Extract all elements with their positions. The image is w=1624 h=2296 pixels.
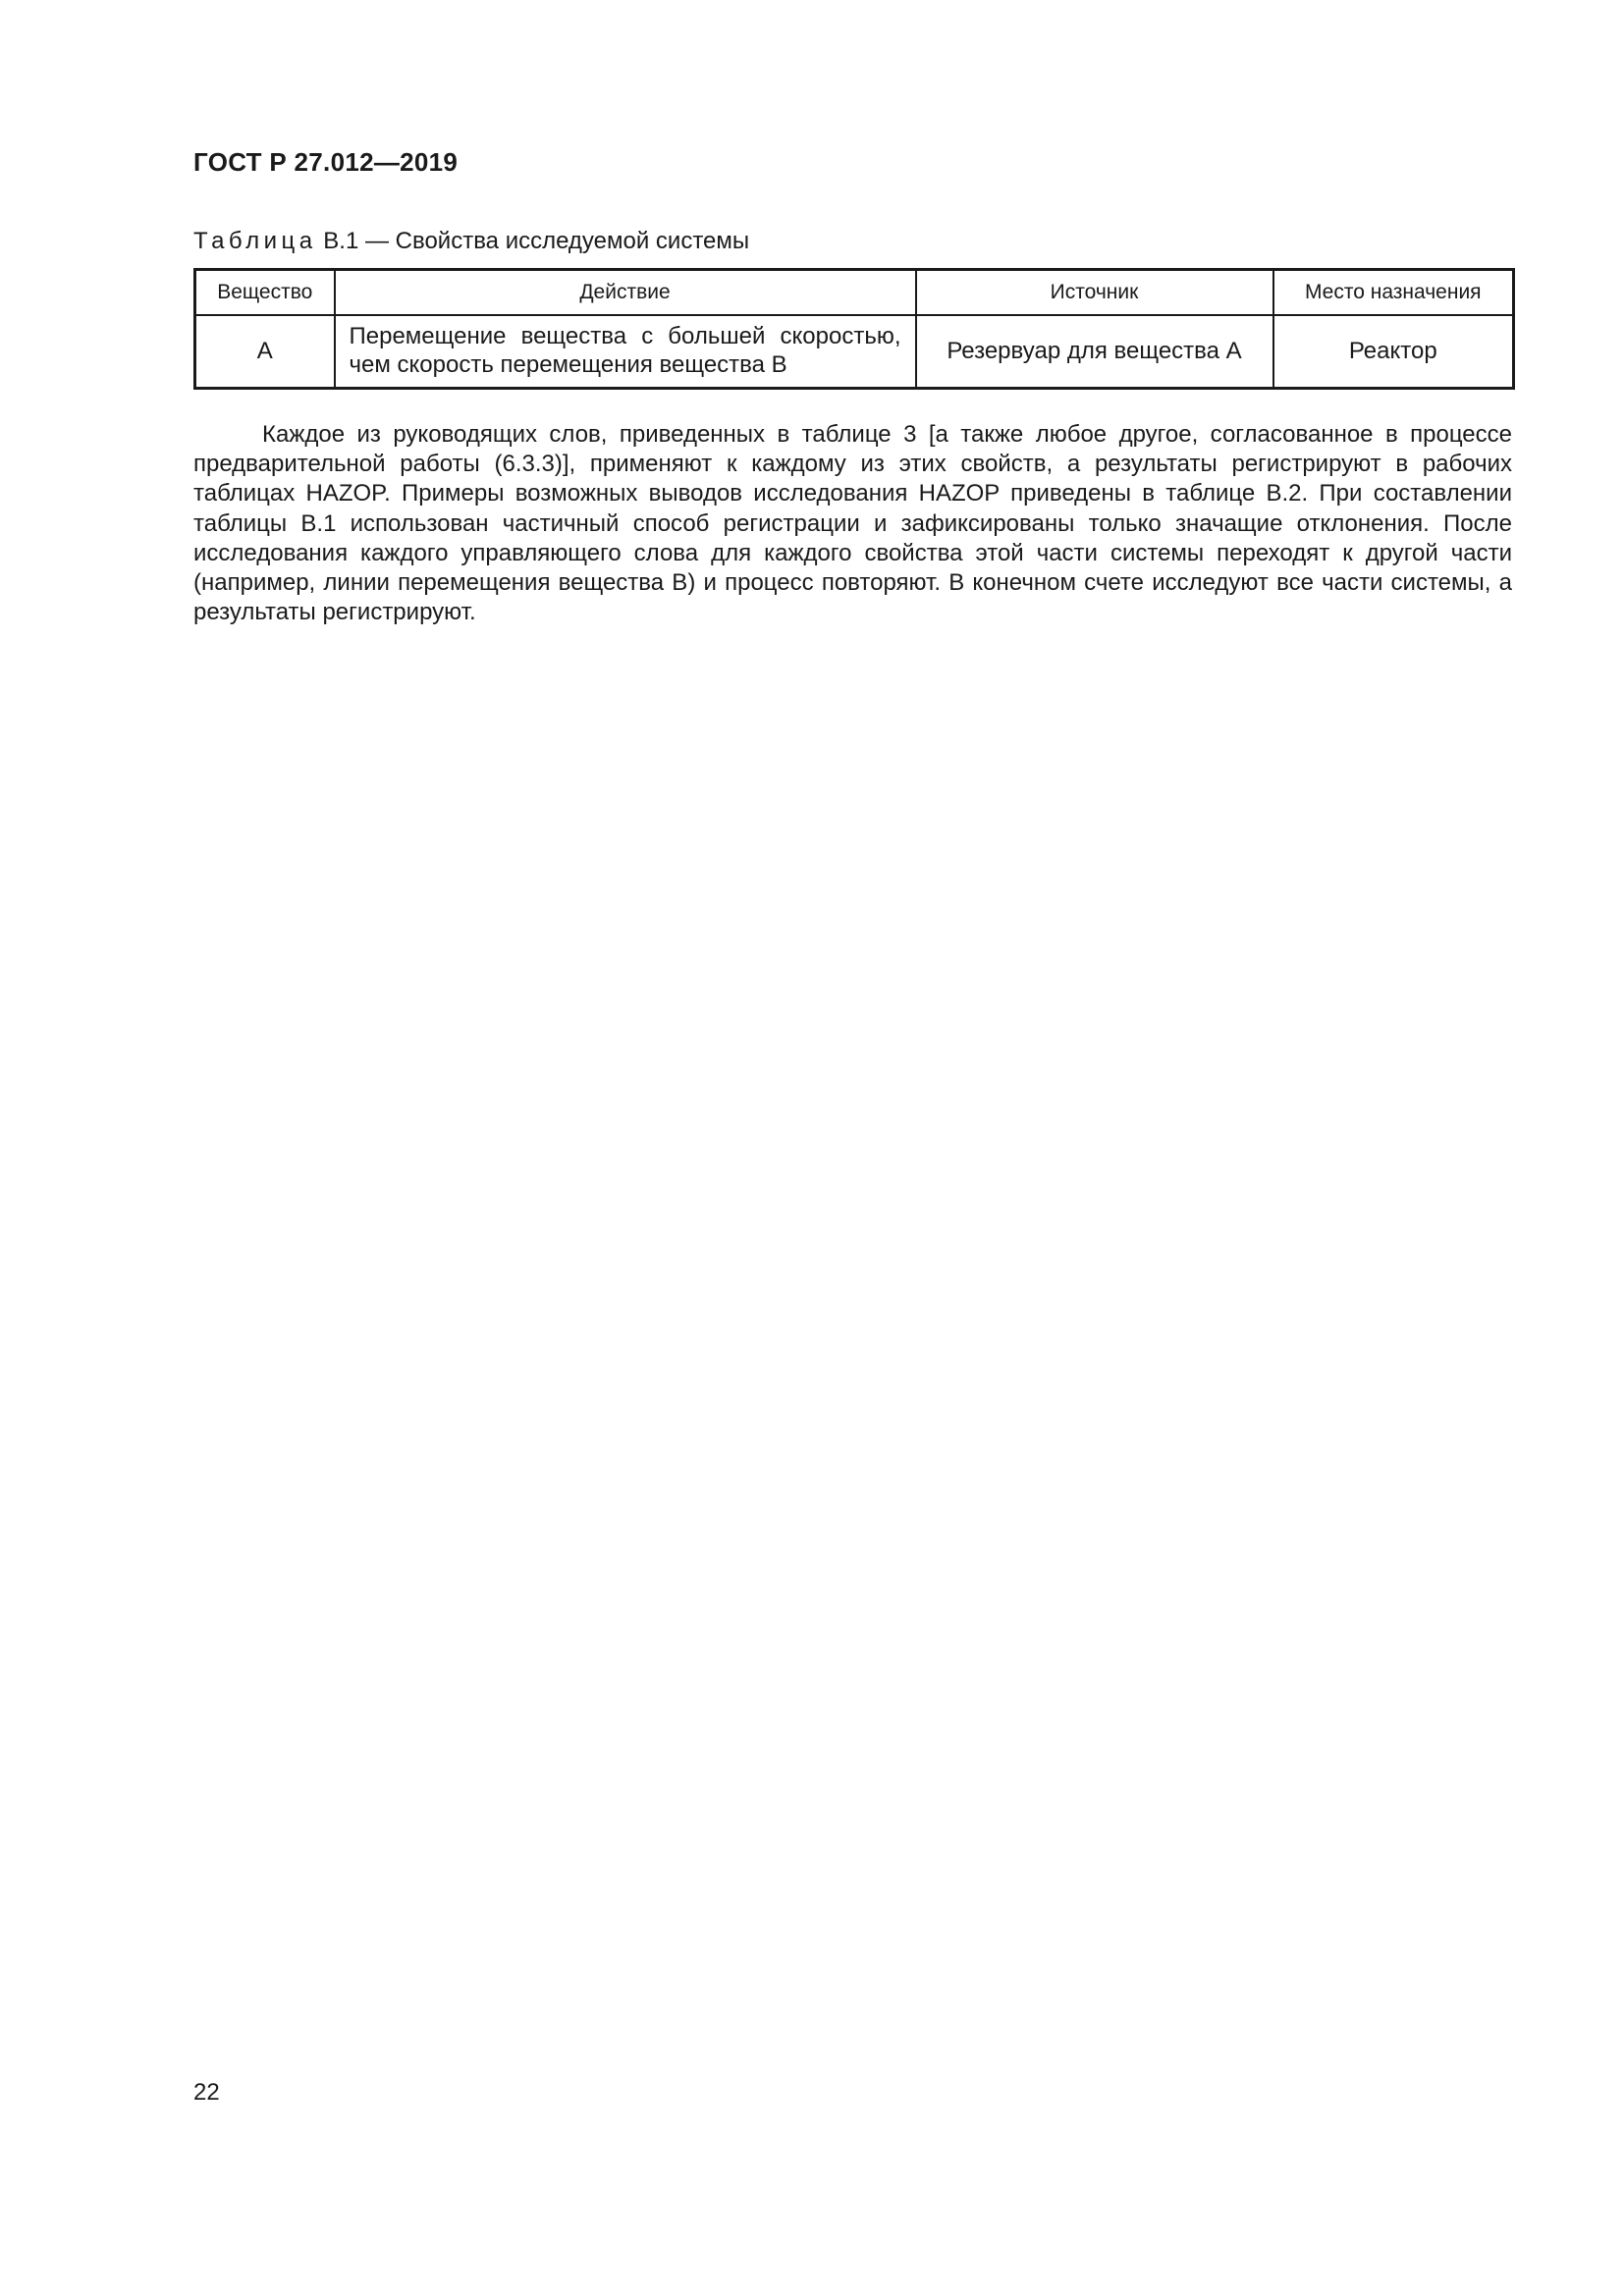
table-caption-title: В.1 — Свойства исследуемой системы <box>323 228 750 254</box>
document-header: ГОСТ Р 27.012—2019 <box>193 147 459 177</box>
page-number: 22 <box>193 2079 220 2106</box>
column-header-source: Источник <box>916 270 1273 316</box>
body-paragraph: Каждое из руководящих слов, приведенных в таблице 3 [а также любое другое, согласованное в процессе предварительной работы (6.3.3)], применяют к каждому из этих свойств, а результаты регистрируют в рабочих таблицах HAZOP. Примеры возможных выводов исследования HAZOP приведены в таблице В.2. При составлении таблицы В.1 использован частичный способ регистрации и зафиксированы только значащие отклонения. После исследования каждого управляющего слова для каждого свойства этой части системы переходят к другой части (например, линии перемещения вещества В) и процесс повторяют. В конечном счете исследуют все части системы, а результаты регистрируют. <box>193 421 1512 626</box>
table-row <box>195 315 1514 389</box>
table-caption-prefix: Таблица <box>193 228 317 254</box>
table-header-row <box>195 270 1514 316</box>
cell-action: Перемещение вещества с большей скоростью, чем скорость перемещения вещества В <box>335 315 916 389</box>
column-header-substance: Вещество <box>195 270 335 316</box>
table-caption <box>193 228 749 255</box>
cell-source: Резервуар для вещества А <box>916 315 1273 389</box>
column-header-destination: Место назначения <box>1273 270 1514 316</box>
cell-substance: А <box>195 315 335 389</box>
cell-destination: Реактор <box>1273 315 1514 389</box>
column-header-action: Действие <box>335 270 916 316</box>
properties-table <box>193 268 1515 390</box>
